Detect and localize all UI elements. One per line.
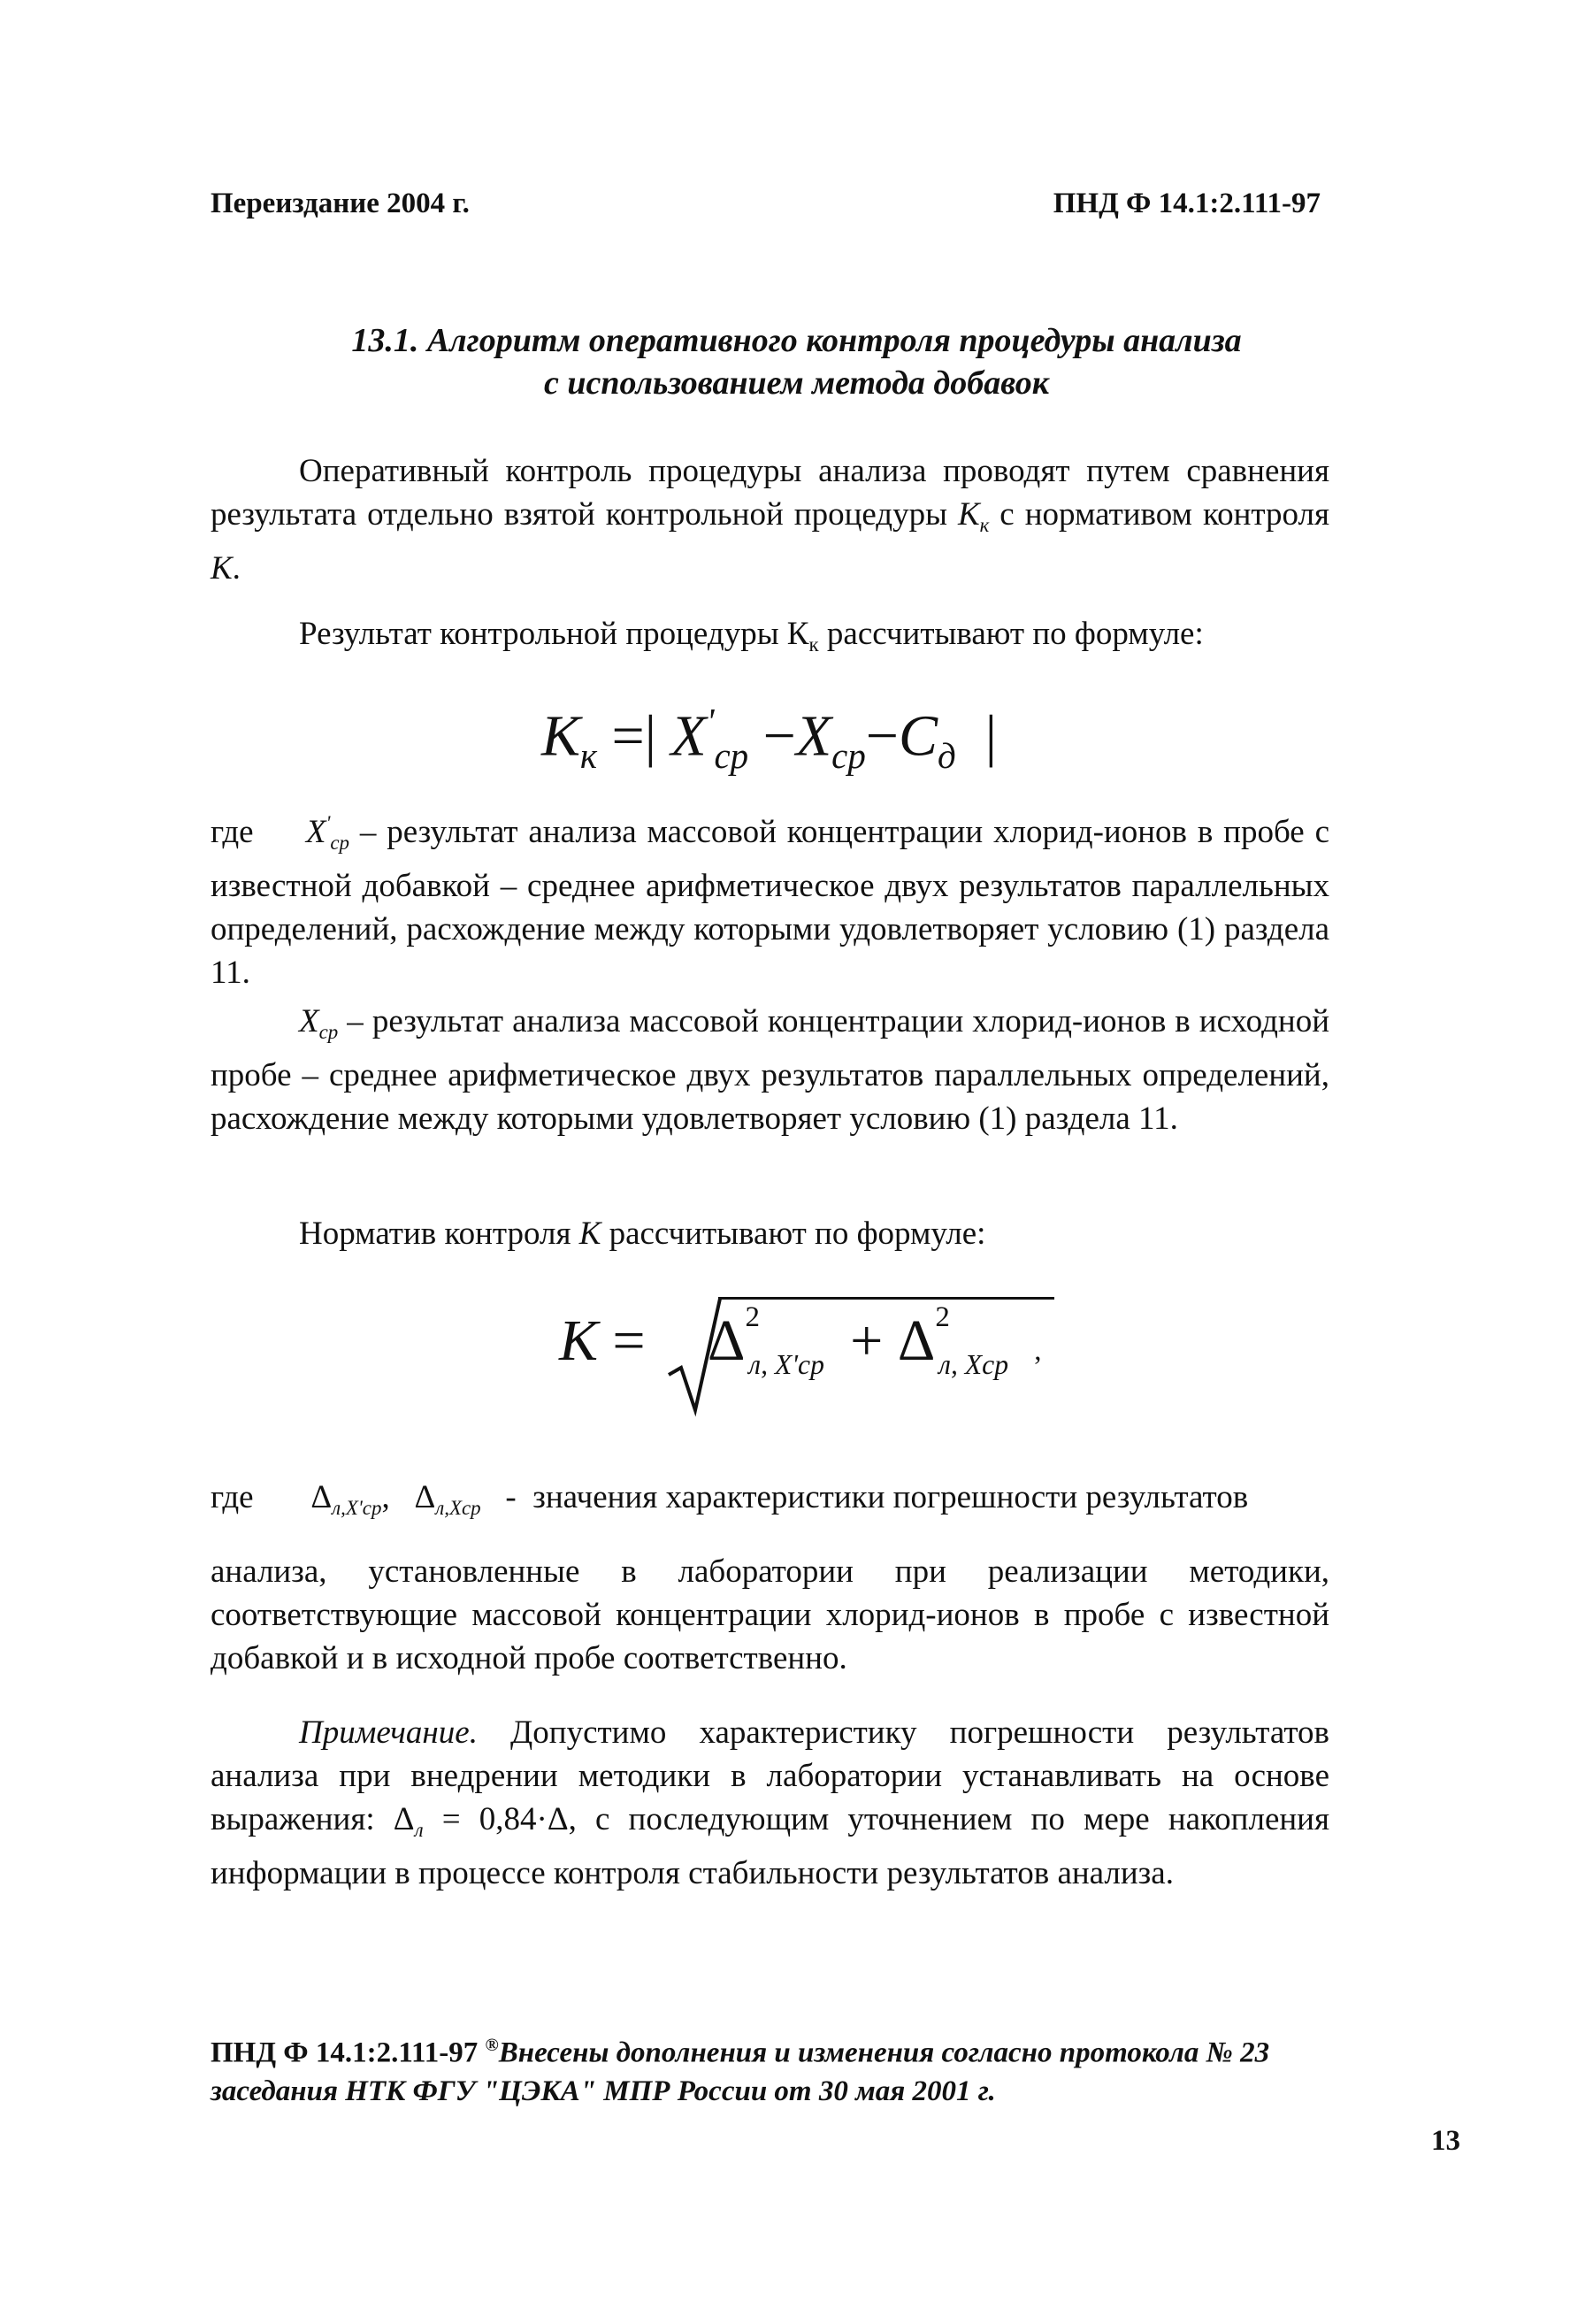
document-code: ПНД Ф 14.1:2.111-97 [1053,188,1321,219]
reissue-note: Переиздание 2004 г. [211,188,470,219]
definition-xcp: $X_{ср}$ – результат анализа массовой концентрации хлорид-ионов в исходной пробе – среднее арифметическое двух результатов параллельных определений, расхождение между которыми удовлетворяет условию (1) раздела 11. [211,1003,1329,1138]
section-title-line1: 13.1. Алгоритм оперативного контроля процедуры анализа [351,322,1242,359]
note-paragraph: Примечание. Допустимо характеристику погрешности результатов анализа при внедрении методики в лаборатории устанавливать на основе выражения: $\Delta_л = 0,84\cdot\Delta$, с последующим уточнением по мере накопления информации в процессе контроля стабильности результатов анализа. [211,1714,1329,1892]
paragraph-control-result: Результат контрольной процедуры $К_к$ рассчитывают по формуле: [299,616,1204,656]
formula-control-result: $К_к$ =| $X'_{ср} -X_{ср}-C_д$ | [541,702,997,776]
definition-delta-continued: анализа, установленные в лаборатории при реализации методики, соответствующие массовой концентрации хлорид-ионов в пробе с известной добавкой и в исходной пробе соответственно. [211,1553,1329,1676]
paragraph-norm: Норматив контроля К рассчитывают по формуле: [299,1216,986,1252]
formula-norm: К = [559,1308,646,1373]
page-number: 13 [1431,2125,1460,2157]
definition-delta: где $\Delta_{л,X'ср}$, $\Delta_{л,Xср}$ - значения характеристики погрешности результатов [211,1479,1249,1520]
paragraph-operative-control: Оперативный контроль процедуры анализа проводят путем сравнения результата отдельно взятой контрольной процедуры $К_к$ с нормативом контроля К. [211,453,1329,587]
footer-amendment-note: ПНД Ф 14.1:2.111-97 ®Внесены дополнения и изменения согласно протокола № 23 заседания НТК ФГУ "ЦЭКА" МПР России от 30 мая 2001 г. [211,2036,1270,2108]
definition-xcp-prime: где $X'_{ср}$ – результат анализа массовой концентрации хлорид-ионов в пробе с известной добавкой – среднее арифметическое двух результатов параллельных определений, расхождение между которыми удовлетворяет условию (1) раздела 11. [211,812,1329,991]
square-root-bar [718,1297,1054,1300]
section-title-line2: с использованием метода добавок [543,364,1049,402]
formula-norm-radicand: $\Delta^2_{л, X'ср} + \Delta^2_{л, Xср}$ , [708,1301,1042,1380]
